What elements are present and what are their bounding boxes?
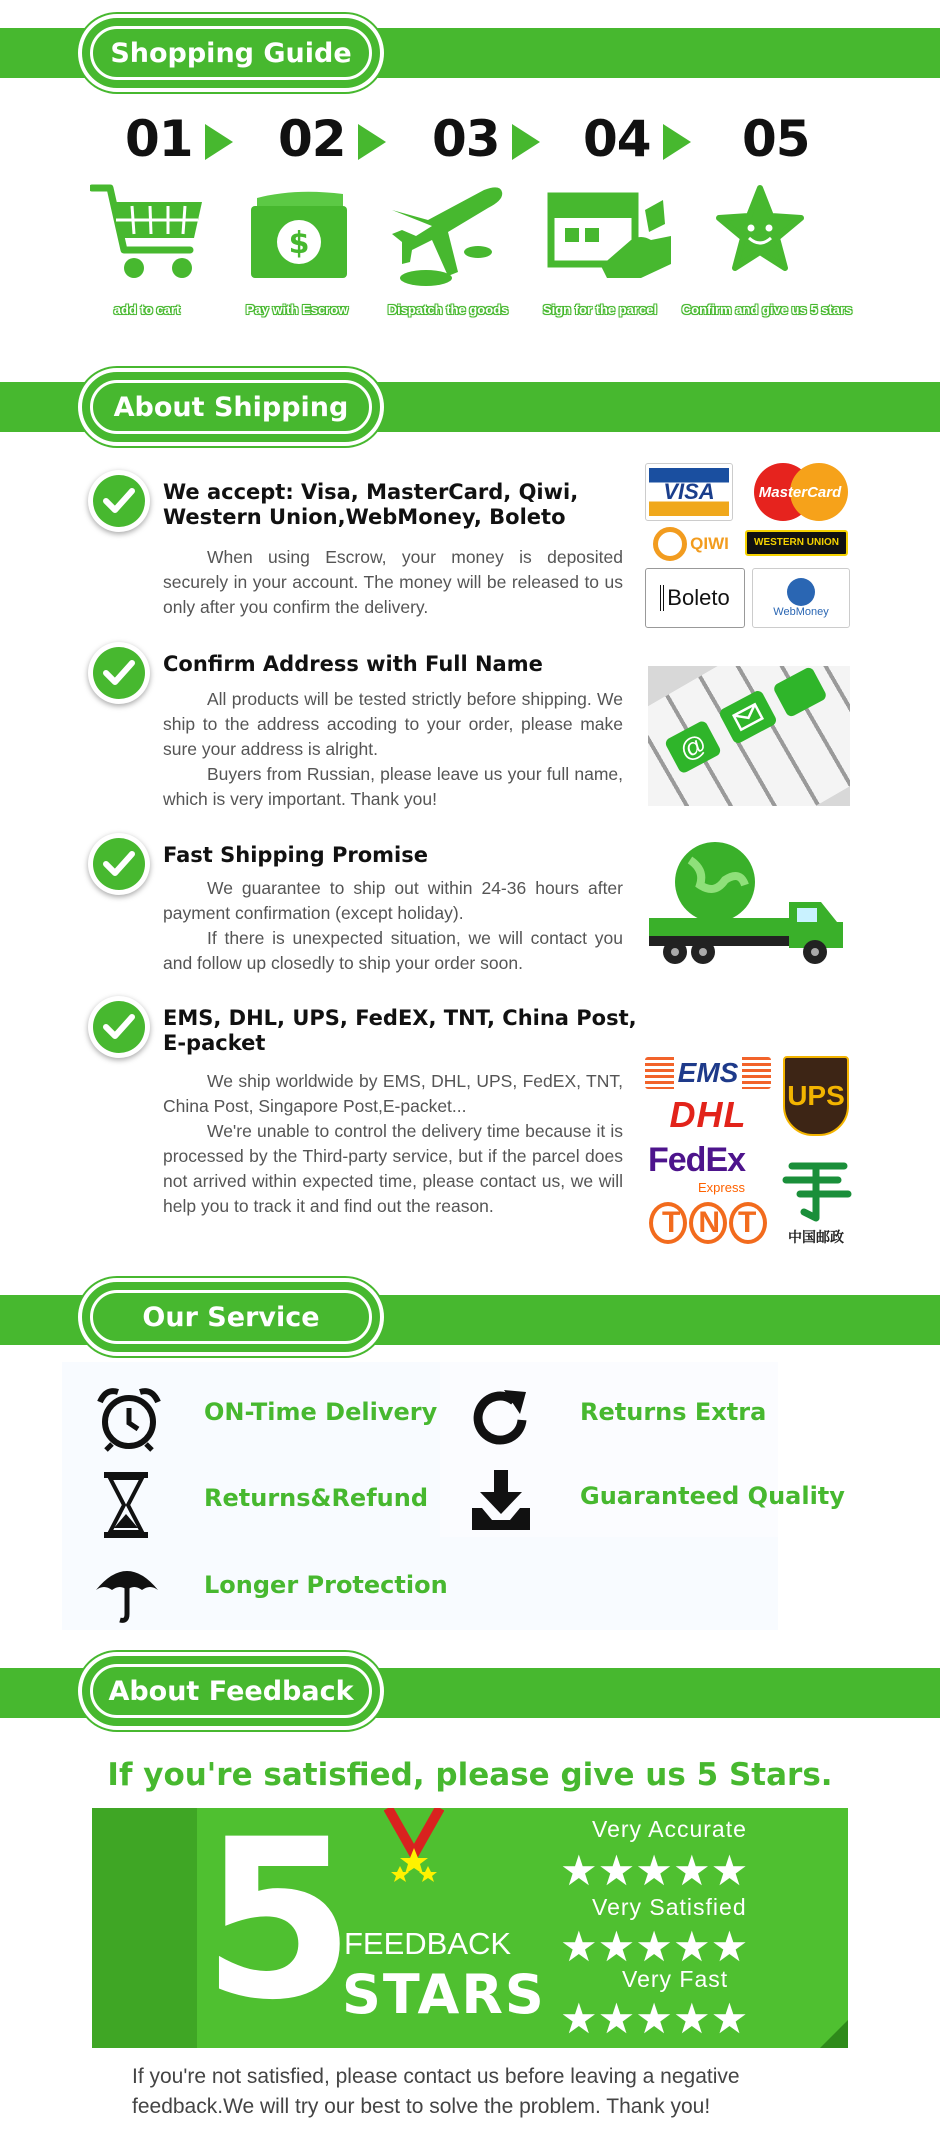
step-label: Confirm and give us 5 stars [681, 302, 853, 317]
section-header-shopping-guide [78, 14, 384, 92]
service-label: Returns Extra [580, 1398, 767, 1426]
feedback-word: FEEDBACK [344, 1926, 512, 1961]
plane-icon [388, 180, 508, 290]
step-number: 03 [432, 110, 500, 168]
fedex-logo [648, 1143, 768, 1193]
arrow-right-icon [358, 124, 386, 160]
china-post-logo [780, 1158, 852, 1248]
tnt-logo [648, 1200, 775, 1246]
step-number: 04 [583, 110, 651, 168]
keyboard-image [648, 666, 850, 806]
shipping-item-fast-shipping [88, 833, 648, 983]
step-label: Dispatch the goods [387, 302, 509, 317]
boleto-logo [645, 568, 745, 628]
download-tray-icon [468, 1468, 534, 1534]
ups-logo [783, 1056, 849, 1136]
shipping-item-address [88, 642, 648, 822]
at-symbol: @ [674, 727, 712, 767]
step-label: Sign for the parcel [542, 302, 658, 317]
alarm-clock-icon [96, 1386, 162, 1452]
check-icon [88, 996, 150, 1058]
step-label: Pay with Escrow [245, 302, 349, 317]
shopping-steps [90, 110, 880, 330]
mastercard-text: MasterCard [758, 483, 842, 501]
shipping-text [163, 1069, 623, 1219]
stars-icon: ★★★★★ [560, 1995, 749, 2042]
qiwi-text: QIWI [690, 534, 729, 553]
parcel-icon [545, 180, 675, 290]
fedex-express-text: Express [698, 1180, 745, 1195]
dhl-logo [645, 1096, 771, 1134]
section-header-our-service [78, 1278, 384, 1356]
paragraph: We're unable to control the delivery time because it is processed by the Third-party service, but if the parcel does not arrived within expected time, please contact us, we will help you to track it and find out the reason. [163, 1121, 623, 1216]
feedback-banner [92, 1808, 848, 2048]
svg-text:$: $ [288, 226, 310, 261]
shipping-text [163, 876, 623, 976]
shipping-item-payment [88, 470, 648, 620]
umbrella-icon [94, 1558, 160, 1624]
check-icon [88, 470, 150, 532]
step-number: 01 [125, 110, 193, 168]
paragraph: Buyers from Russian, please leave us your full name, which is very important. Thank you! [163, 764, 623, 809]
section-title: About Shipping [90, 380, 372, 434]
service-label: Guaranteed Quality [580, 1482, 845, 1510]
china-post-text: 中国邮政 [788, 1229, 844, 1245]
star-rating [560, 1847, 749, 1894]
tnt-text: TNT [662, 1206, 775, 1239]
western-union-logo [745, 530, 848, 556]
medal-icon [384, 1808, 444, 1894]
paragraph: When using Escrow, your money is deposited securely in your account. The money will be released to us only after you confirm the delivery. [163, 547, 623, 617]
service-label: Returns&Refund [204, 1484, 429, 1512]
arrow-right-icon [205, 124, 233, 160]
star-rating [560, 1923, 749, 1970]
shipping-text [163, 687, 623, 812]
step-number: 05 [742, 110, 810, 168]
paragraph: If there is unexpected situation, we will contact you and follow up closedly to ship your order soon. [163, 928, 623, 973]
star-rating [560, 1995, 749, 2042]
shipping-title: Fast Shipping Promise [163, 843, 428, 867]
webmoney-logo [752, 568, 850, 628]
dhl-text: DHL [669, 1094, 747, 1135]
ems-text: EMS [674, 1057, 743, 1089]
refresh-icon [468, 1386, 534, 1452]
service-label: ON-Time Delivery [204, 1398, 438, 1426]
rating-label: Very Accurate [592, 1816, 747, 1842]
arrow-right-icon [663, 124, 691, 160]
section-title: Our Service [90, 1290, 372, 1344]
fedex-text: FedEx [648, 1141, 746, 1179]
paragraph: We ship worldwide by EMS, DHL, UPS, FedEX, TNT, China Post, Singapore Post,E-packet... [163, 1071, 623, 1116]
stars-word: STARS [342, 1963, 546, 2026]
step-number: 02 [278, 110, 346, 168]
banner-fold [818, 2020, 848, 2048]
qiwi-logo [645, 524, 737, 564]
shipping-title: We accept: Visa, MasterCard, Qiwi, Western Union,WebMoney, Boleto [163, 480, 579, 529]
paragraph: We guarantee to ship out within 24-36 hours after payment confirmation (except holiday). [163, 878, 623, 923]
step-label: add to cart [113, 302, 181, 317]
check-icon [88, 833, 150, 895]
star-icon [715, 180, 805, 290]
shipping-text [163, 545, 623, 620]
section-title: Shopping Guide [90, 26, 372, 80]
hourglass-icon [98, 1470, 154, 1540]
shipping-item-carriers [88, 996, 648, 1246]
truck-globe-image [645, 840, 850, 980]
feedback-headline: If you're satisfied, please give us 5 Stars. [107, 1757, 833, 1793]
big-five: 5 [202, 1808, 356, 2048]
mastercard-logo [750, 463, 850, 521]
service-label: Longer Protection [204, 1571, 448, 1599]
visa-text: VISA [663, 479, 715, 504]
shipping-title: EMS, DHL, UPS, FedEX, TNT, China Post, E-packet [163, 1006, 637, 1055]
ups-text: UPS [787, 1080, 845, 1111]
paragraph: All products will be tested strictly before shipping. We ship to the address accoding to your order, please make sure your address is alright. [163, 689, 623, 759]
money-icon [245, 180, 351, 290]
section-header-about-shipping [78, 368, 384, 446]
stars-icon: ★★★★★ [560, 1847, 749, 1894]
western-union-text: WESTERN UNION [754, 537, 839, 548]
ems-logo [645, 1057, 771, 1089]
stars-icon: ★★★★★ [560, 1923, 749, 1970]
section-title: About Feedback [90, 1664, 372, 1718]
banner-side [92, 1808, 197, 2048]
arrow-right-icon [512, 124, 540, 160]
webmoney-text: WebMoney [773, 606, 829, 618]
feedback-note: If you're not satisfied, please contact us before leaving a negative feedback.We will try our best to solve the problem. Thank you! [132, 2065, 740, 2118]
rating-label: Very Fast [622, 1966, 729, 1992]
shipping-title: Confirm Address with Full Name [163, 652, 543, 676]
boleto-text: Boleto [660, 585, 729, 611]
cart-icon [90, 180, 206, 290]
check-icon [88, 642, 150, 704]
visa-logo [645, 463, 733, 521]
rating-label: Very Satisfied [592, 1894, 747, 1920]
section-header-about-feedback [78, 1652, 384, 1730]
